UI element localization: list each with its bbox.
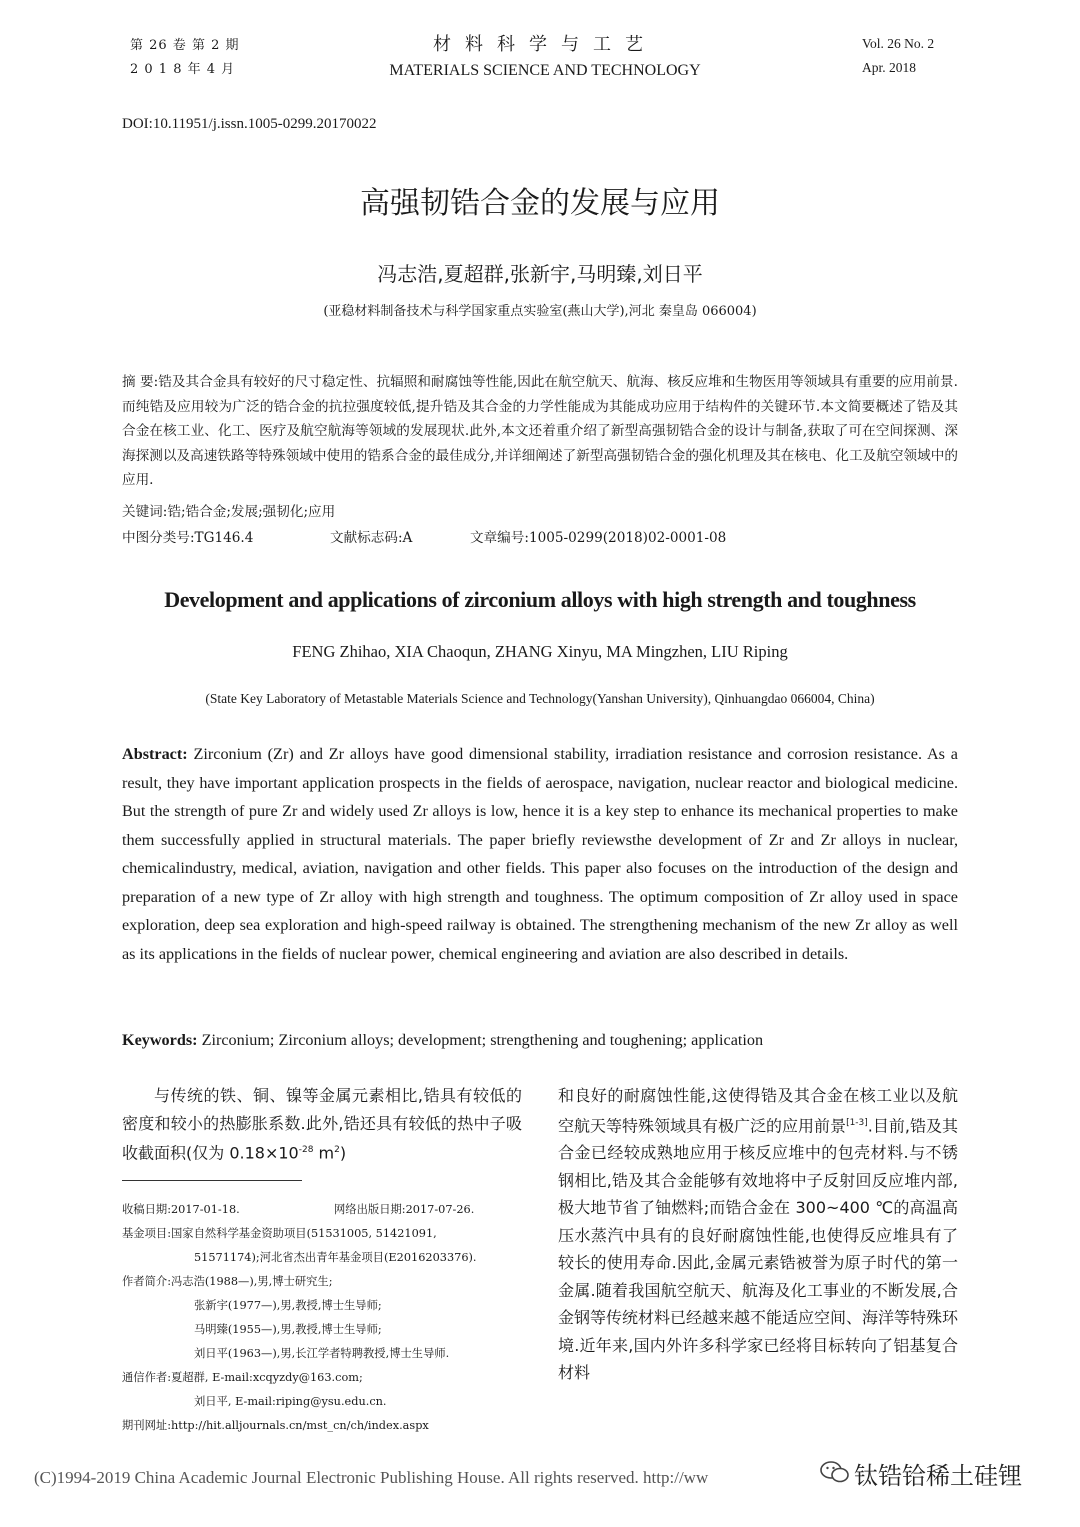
corr-line-2: 刘日平, E-mail:riping@ysu.edu.cn. <box>194 1395 387 1408</box>
body-left-text: 与传统的铁、铜、镍等金属元素相比,锆具有较低的密度和较小的热膨胀系数.此外,锆还具有较低的热中子吸收截面积(仅为 0.18×10 <box>122 1086 522 1163</box>
watermark-text: 钛锆铪稀土硅锂 <box>854 1462 1022 1490</box>
received-date: 收稿日期:2017-01-18. <box>122 1203 240 1216</box>
affiliation-en: (State Key Laboratory of Metastable Materials Science and Technology(Yanshan University), Qinhuangdao 066004, China) <box>205 691 875 706</box>
clc-number: 中图分类号:TG146.4 <box>122 530 254 546</box>
fund-line-1: 国家自然科学基金资助项目(51531005, 51421091, <box>171 1227 437 1240</box>
copyright-footer: (C)1994-2019 China Academic Journal Electronic Publishing House. All rights reserved. http://ww <box>34 1468 709 1487</box>
journal-url[interactable]: http://hit.alljournals.cn/mst_cn/ch/index.aspx <box>171 1419 429 1432</box>
citation-ref[interactable]: [1-3] <box>846 1117 868 1128</box>
authors-en: FENG Zhihao, XIA Chaoqun, ZHANG Xinyu, MA Mingzhen, LIU Riping <box>292 642 788 661</box>
footnote-corresponding <box>122 1366 532 1390</box>
keywords-cn-label: 关键词: <box>122 504 168 520</box>
abstract-cn-text: 锆及其合金具有较好的尺寸稳定性、抗辐照和耐腐蚀等性能,因此在航空航天、航海、核反应堆和生物医用等领域具有重要的应用前景.而纯锆及应用较为广泛的锆合金的抗拉强度较低,提升锆及其合金的力学性能成为其能成功应用于结构件的关键环节.本文简要概述了锆及其合金在核工业、化工、医疗及航空航海等领域的发展现状.此外,本文还着重介绍了新型高强韧锆合金的设计与制备,获取了可在空间探测、深海探测以及高速铁路等特殊领域中使用的锆系合金的最佳成分,并详细阐述了新型高强韧锆合金的强化机理及其在核电、化工及航空领域中的应用. <box>122 374 959 488</box>
journal-name-cn: 材料科学与工艺 <box>433 34 657 55</box>
issue-info-cn <box>130 34 239 82</box>
unit-exponent: 2 <box>334 1145 340 1155</box>
online-date: 网络出版日期:2017-07-26. <box>334 1203 475 1216</box>
document-code: 文献标志码:A <box>330 530 413 546</box>
fund-label: 基金项目: <box>122 1227 171 1240</box>
keywords-en <box>122 1026 958 1054</box>
abstract-en-text: Zirconium (Zr) and Zr alloys have good dimensional stability, irradiation resistance and corrosion resistance. As a result, they have important application prospects in the fields of aerospace, navigation, nuclear reactor and biological medicine. But the strength of pure Zr and widely used Zr alloys is low, hence it is a key step to enhance its mechanical properties to make them successfully applied in structural materials. The paper briefly reviewsthe development of Zr and Zr alloys in nuclear, chemicalindustry, medical, aviation, navigation and other fields. This paper also focuses on the introduction of the design and preparation of a new type of Zr alloy with high strength and toughness. The optimum composition of Zr alloy used in space exploration, deep sea exploration and high-speed railway is obtained. The strengthening mechanism of the new Zr alloy as well as its applications in the fields of nuclear power, chemical engineering and aviation are also described in details. <box>122 745 958 963</box>
bio-line-2: 张新宇(1977—),男,教授,博士生导师; <box>194 1299 382 1312</box>
unit-text: m <box>313 1143 335 1163</box>
journal-title <box>330 30 760 80</box>
corr-line-1: 夏超群, E-mail:xcqyzdy@163.com; <box>171 1371 363 1384</box>
authors-cn: 冯志浩,夏超群,张新宇,马明臻,刘日平 <box>377 262 703 286</box>
close-paren: ) <box>339 1143 347 1163</box>
volume-cn: 第 26 卷 第 2 期 <box>130 38 240 53</box>
issue-info-en <box>862 32 934 80</box>
abstract-en <box>122 740 958 968</box>
title-cn: 高强韧锆合金的发展与应用 <box>360 186 720 221</box>
affiliation-cn: (亚稳材料制备技术与科学国家重点实验室(燕山大学),河北 秦皇岛 066004) <box>323 304 757 319</box>
doi: DOI:10.11951/j.issn.1005-0299.20170022 <box>122 116 377 132</box>
body-right-text-b: .目前,锆及其合金已经较成熟地应用于核反应堆中的包壳材料.与不锈钢相比,锆及其合金能够有效地将中子反射回反应堆内部,极大地节省了铀燃料;而锆合金在 300~400 ℃的高温高压水蒸汽中具有的良好耐腐蚀性能,也使得反应堆具有了较长的使用寿命.因此,金属元素锆被誉为原子时代的第一金属.随着我国航空航天、航海及化工事业的不断发展,合金钢等传统材料已经越来越不能适应空间、海洋等特殊环境.近年来,国内外许多科学家已经将目标转向了铝基复合材料 <box>558 1115 959 1383</box>
body-right-text-a: 和良好的耐腐蚀性能,这使得锆及其合金在核工业以及航空航天等特殊领域具有极广泛的应用前景 <box>558 1086 958 1135</box>
bio-line-3: 马明臻(1955—),男,教授,博士生导师; <box>194 1323 382 1336</box>
footnotes <box>122 1198 532 1438</box>
body-column-right <box>558 1082 958 1387</box>
footnote-dates <box>122 1198 532 1222</box>
wechat-icon <box>820 1461 850 1483</box>
abstract-en-label: Abstract: <box>122 745 188 763</box>
keywords-cn-text: 锆;锆合金;发展;强韧化;应用 <box>167 504 336 520</box>
keywords-en-text: Zirconium; Zirconium alloys; development; strengthening and toughening; application <box>197 1031 764 1049</box>
abstract-cn-label: 摘 要: <box>122 374 159 390</box>
keywords-en-label: Keywords: <box>122 1031 198 1049</box>
title-en: Development and applications of zirconium alloys with high strength and toughness <box>164 587 916 612</box>
date-cn: 2 0 1 8 年 4 月 <box>130 62 236 77</box>
article-number: 文章编号:1005-0299(2018)02-0001-08 <box>470 530 727 546</box>
corr-label: 通信作者: <box>122 1371 171 1384</box>
footnote-url <box>122 1414 532 1438</box>
date-en: Apr. 2018 <box>862 60 916 75</box>
exponent: -28 <box>298 1145 314 1155</box>
abstract-cn <box>122 370 958 493</box>
bio-line-1: 冯志浩(1988—),男,博士研究生; <box>171 1275 333 1288</box>
body-column-left <box>122 1082 522 1167</box>
volume-en: Vol. 26 No. 2 <box>862 36 935 51</box>
footnote-fund-cont: 51571174);河北省杰出青年基金项目(E2016203376). <box>194 1251 477 1264</box>
bio-label: 作者简介: <box>122 1275 171 1288</box>
url-label: 期刊网址: <box>122 1419 171 1432</box>
keywords-cn <box>122 500 335 520</box>
footnote-divider <box>122 1180 302 1181</box>
footnote-bio <box>122 1270 532 1294</box>
bio-line-4: 刘日平(1963—),男,长江学者特聘教授,博士生导师. <box>194 1347 450 1360</box>
footnote-fund <box>122 1222 532 1246</box>
journal-name-en: MATERIALS SCIENCE AND TECHNOLOGY <box>389 62 701 79</box>
